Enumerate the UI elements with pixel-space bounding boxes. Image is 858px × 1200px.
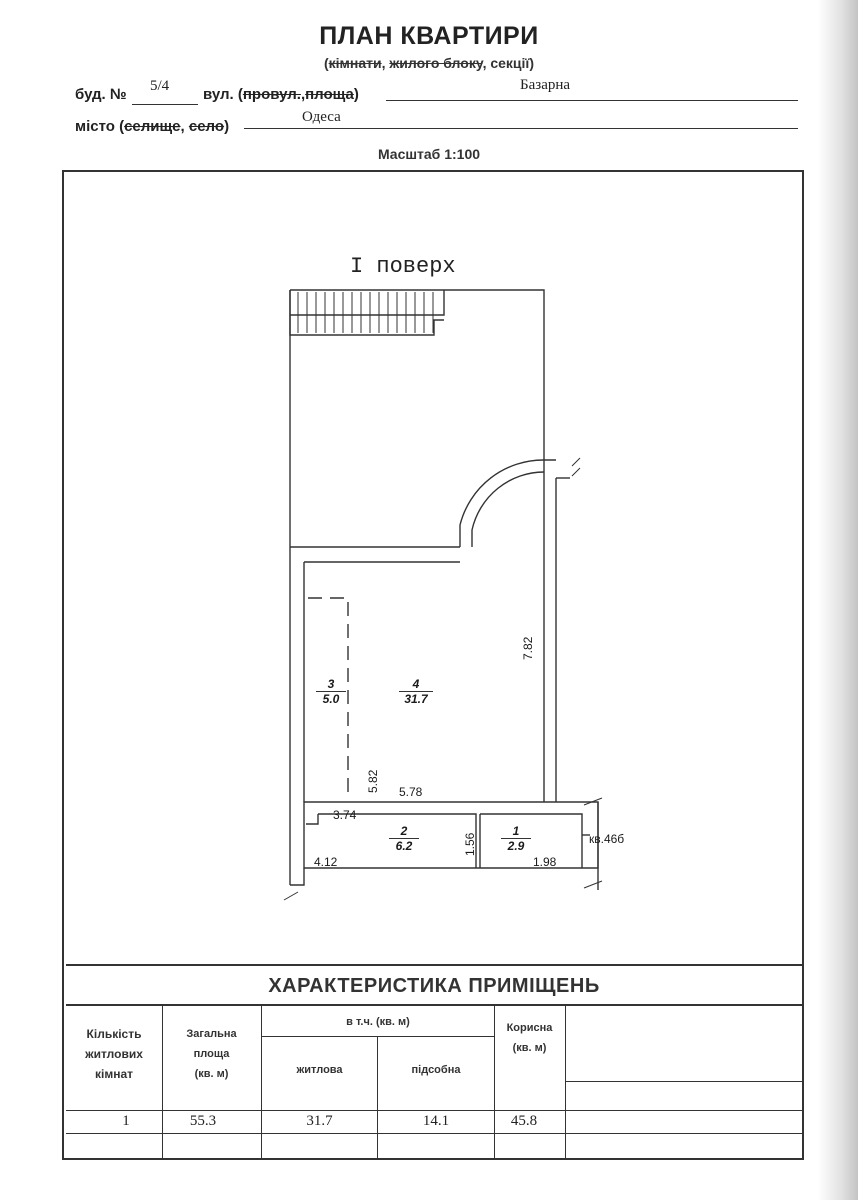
characteristics-title: ХАРАКТЕРИСТИКА ПРИМІЩЕНЬ: [66, 964, 802, 1006]
header-rooms-count-line-3: кімнат: [94, 1067, 133, 1081]
subtitle-struck-rooms: кімнати: [328, 55, 382, 71]
subtitle-separator-2: , секції): [482, 55, 535, 71]
city-struck-village: село: [188, 118, 225, 135]
value-useful: 45.8: [510, 1113, 538, 1129]
stair-handrail: [290, 290, 444, 315]
building-underline: [132, 104, 198, 105]
dimension-1-56: 1.56: [463, 832, 477, 856]
room-1-label: [501, 824, 531, 853]
city-struck-settlement: селище: [124, 118, 181, 135]
street-label-suffix: ): [353, 86, 359, 103]
dimension-5-82: 5.82: [366, 769, 380, 793]
document-subtitle: [0, 55, 858, 71]
table-col-divider-5: [565, 1006, 566, 1158]
room-2-area: 6.2: [395, 839, 413, 853]
room-4-label: [399, 677, 433, 706]
room-4-area: 31.7: [404, 692, 428, 706]
room-1-number: 1: [501, 824, 531, 839]
dimension-4-12: 4.12: [314, 855, 338, 869]
street-value: Базарна: [520, 77, 571, 93]
break-mark-left: [284, 892, 298, 900]
apartment-reference: кв.46б: [589, 832, 625, 846]
header-useful: [494, 1018, 565, 1058]
scale-label: Масштаб 1:100: [377, 146, 481, 162]
subtitle-prefix: (: [323, 55, 329, 71]
header-including: в т.ч. (кв. м): [346, 1016, 410, 1028]
street-label-separator: ,: [300, 86, 306, 103]
value-auxiliary: 14.1: [422, 1113, 450, 1129]
value-rooms-count: 1: [122, 1113, 130, 1129]
value-total-area: 55.3: [189, 1113, 217, 1129]
header-total-area: [162, 1024, 261, 1084]
city-label: [75, 118, 229, 135]
dimension-7-82: 7.82: [521, 636, 535, 660]
room1-walls: [480, 814, 582, 868]
table-col-divider-3: [377, 1036, 378, 1158]
city-label-prefix: місто (: [75, 118, 125, 135]
room-2-label: [389, 824, 419, 853]
wall-top-right: [290, 290, 544, 452]
value-living: 31.7: [306, 1113, 333, 1129]
header-total-area-line-2: площа: [193, 1048, 230, 1060]
building-number-value: 5/4: [150, 78, 170, 94]
street-struck-lane: провул.: [242, 86, 301, 103]
bottom-left-corner: [290, 868, 304, 885]
door-arc: [460, 460, 556, 547]
dimension-1-98: 1.98: [533, 855, 557, 869]
door-arc-inner: [472, 472, 544, 547]
stair-steps: [298, 292, 433, 333]
dimension-3-74: 3.74: [333, 808, 357, 822]
floor-label: I поверх: [350, 254, 456, 279]
header-rooms-count-line-1: Кількість: [86, 1027, 142, 1041]
header-total-area-line-1: Загальна: [186, 1028, 237, 1040]
street-label: [203, 86, 359, 103]
room-3-area: 5.0: [322, 692, 340, 706]
room-3-number: 3: [316, 677, 346, 692]
scan-edge-shadow: [818, 0, 858, 1200]
city-label-separator: ,: [180, 118, 189, 135]
dimension-5-78: 5.78: [399, 785, 423, 799]
break-marks-upper: [572, 458, 580, 476]
city-value: Одеса: [302, 109, 341, 125]
building-label: буд. №: [75, 86, 127, 103]
stair-outline: [290, 290, 444, 335]
street-underline: [386, 100, 798, 101]
city-label-suffix: ): [224, 118, 230, 135]
table-right-divider: [565, 1081, 802, 1082]
header-useful-line-2: (кв. м): [512, 1042, 547, 1054]
document-title: ПЛАН КВАРТИРИ: [319, 22, 539, 50]
room2-notch: [306, 814, 318, 824]
header-auxiliary: підсобна: [411, 1064, 461, 1076]
subtitle-separator-1: ,: [381, 55, 390, 71]
table-row-divider: [66, 1110, 802, 1111]
header-living: житлова: [296, 1064, 343, 1076]
room-4-number: 4: [399, 677, 433, 692]
floor-plan-drawing: [62, 170, 804, 960]
street-label-prefix: вул. (: [203, 86, 243, 103]
city-underline: [244, 128, 798, 129]
header-rooms-count-line-2: житлових: [85, 1047, 143, 1061]
header-total-area-line-3: (кв. м): [194, 1068, 229, 1080]
room-2-number: 2: [389, 824, 419, 839]
street-struck-square: площа: [305, 86, 354, 103]
header-useful-line-1: Корисна: [506, 1022, 553, 1034]
subtitle-struck-block: жилого блоку: [389, 55, 483, 71]
room-3-label: [316, 677, 346, 706]
room-1-area: 2.9: [507, 839, 525, 853]
table-bottom-divider: [66, 1133, 802, 1134]
table-subheader-divider: [262, 1036, 494, 1037]
header-rooms-count: [66, 1024, 162, 1084]
